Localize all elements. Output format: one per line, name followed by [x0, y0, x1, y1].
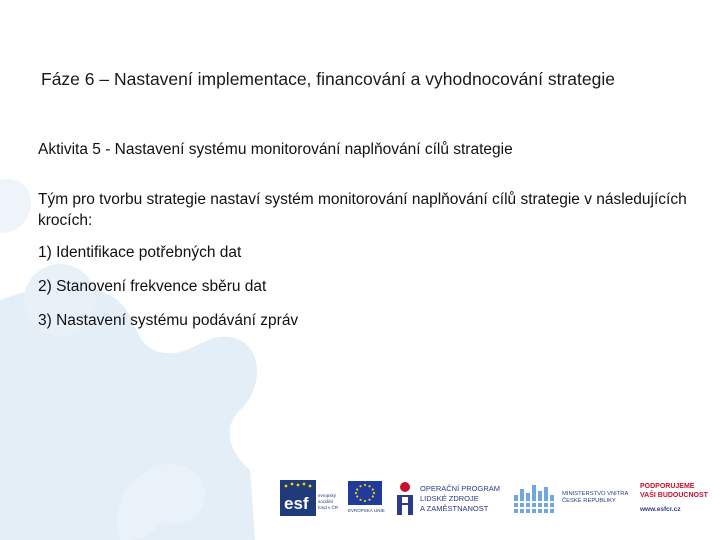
esf-logo [278, 476, 342, 520]
eu-flag-icon [348, 481, 382, 505]
eu-logo-text: EVROPSKÁ UNIE [348, 508, 385, 513]
slide-title: Fáze 6 – Nastavení implementace, financování a vyhodnocování strategie [41, 69, 615, 89]
eu-logo [348, 476, 388, 520]
person-icon [396, 481, 414, 515]
podporujeme-text: PODPORUJEME VAŠI BUDOUCNOST [640, 483, 708, 499]
ministry-emblem-icon [514, 481, 556, 515]
ministry-logo-text: MINISTERSTVO VNITRA ČESKÉ REPUBLIKY [562, 491, 629, 504]
op-lzz-logo-text: OPERAČNÍ PROGRAM LIDSKÉ ZDROJE A ZAMĚSTNANOST [420, 484, 501, 513]
op-lzz-logo [394, 476, 506, 520]
footer-logos [278, 476, 718, 520]
activity-subtitle: Aktivita 5 - Nastavení systému monitorování naplňování cílů strategie [38, 141, 513, 158]
list-item: 3) Nastavení systému podávání zpráv [38, 312, 299, 329]
svg-text:esf: esf [284, 494, 309, 513]
esfcr-url: www.esfcr.cz [640, 506, 681, 513]
list-item: 1) Identifikace potřebných dat [38, 244, 242, 261]
podporujeme-logo [640, 476, 718, 520]
esf-logo-text: evropský sociální fond v ČR [318, 493, 339, 510]
ministry-logo [514, 476, 634, 520]
esf-logo-icon [280, 480, 316, 516]
intro-paragraph: Tým pro tvorbu strategie nastaví systém monitorování naplňování cílů strategie v následujících krocích: [38, 191, 687, 229]
list-item: 2) Stanovení frekvence sběru dat [38, 278, 267, 295]
steps-list [38, 243, 638, 345]
